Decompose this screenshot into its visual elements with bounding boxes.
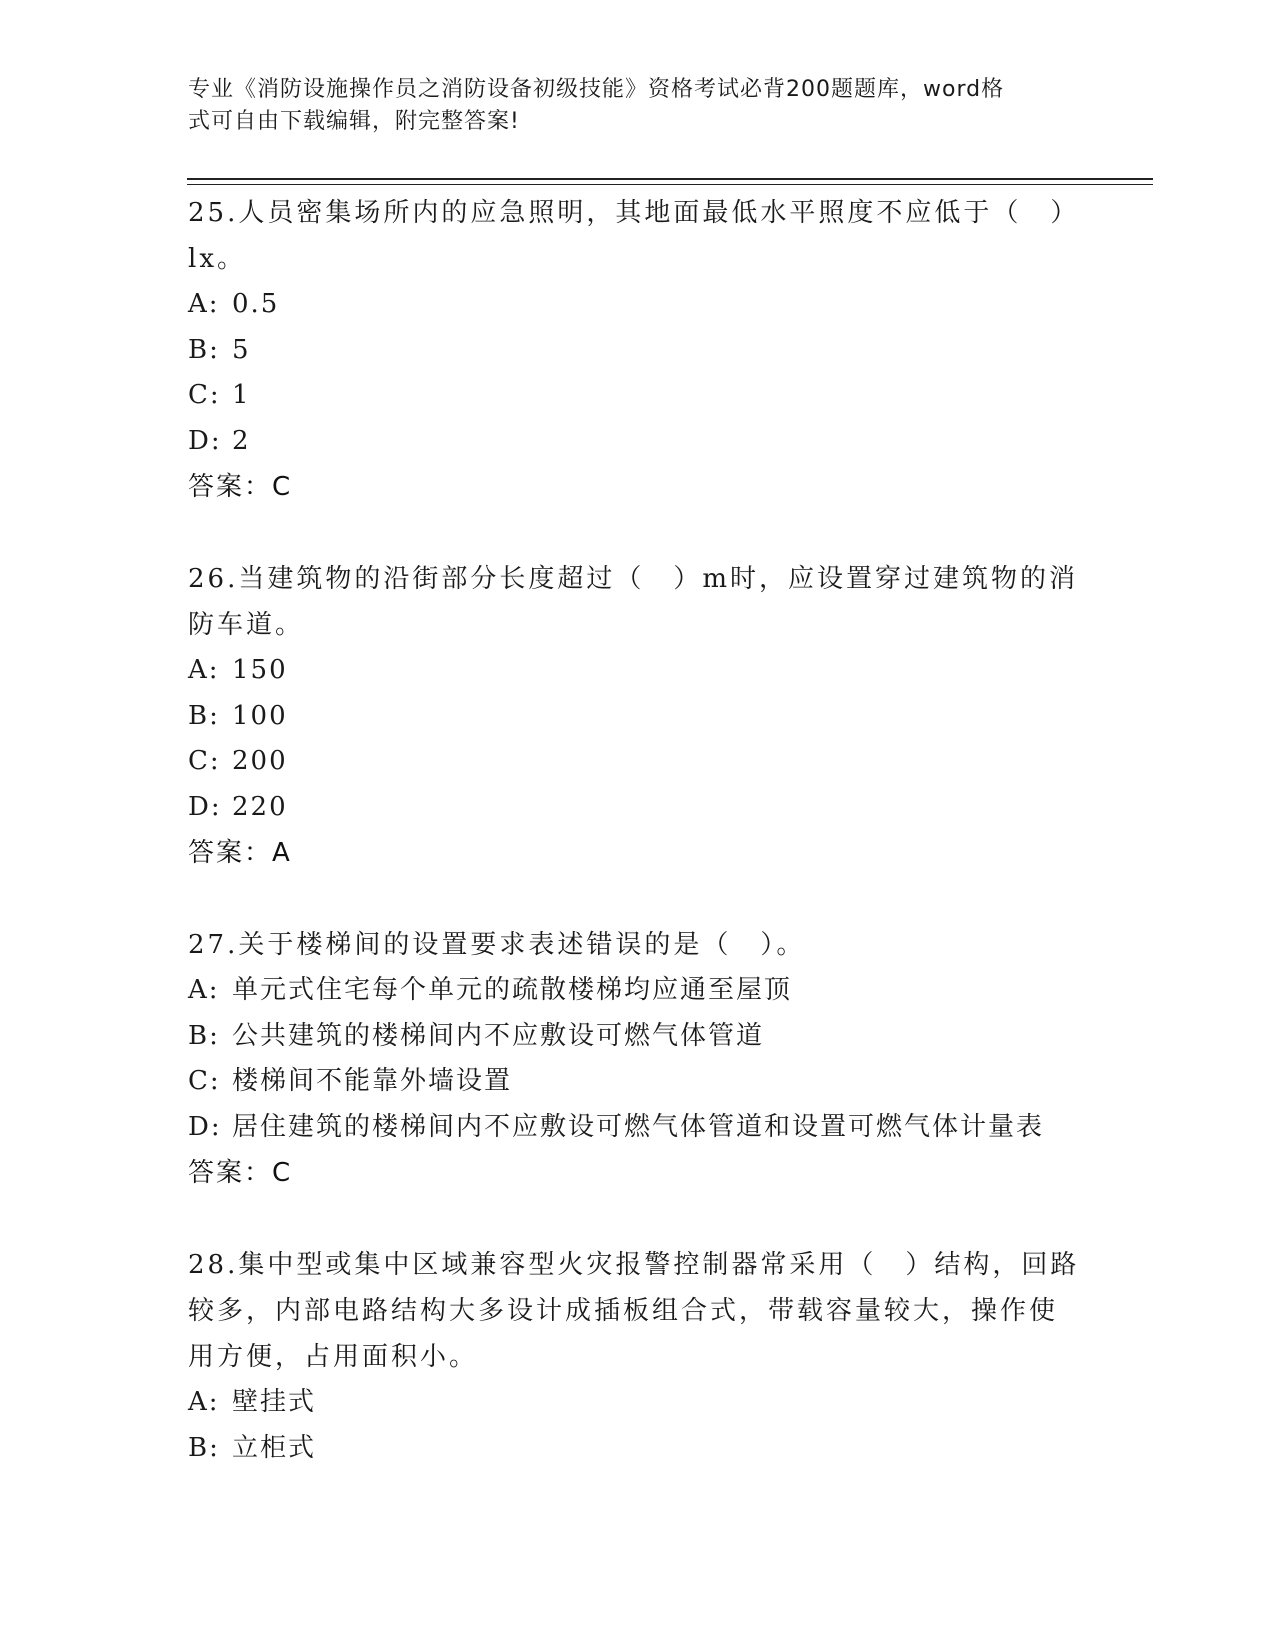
stem-line: 25.人员密集场所内的应急照明，其地面最低水平照度不应低于（ ） [188,198,1080,228]
header-line-1: 专业《消防设施操作员之消防设备初级技能》资格考试必背200题题库，word格 [188,77,1005,102]
option-a [188,648,1088,694]
option-label: A: [188,289,220,319]
stem-line: lx。 [188,244,246,274]
stem-line: 28.集中型或集中区域兼容型火灾报警控制器常采用（ ）结构，回路 [188,1250,1080,1280]
option-text: 楼梯间不能靠外墙设置 [232,1066,513,1096]
question-list [188,190,1088,1517]
option-label: C: [188,746,221,776]
option-text: 单元式住宅每个单元的疏散楼梯均应通至屋顶 [232,975,793,1005]
question-27 [188,922,1088,1196]
option-text: 5 [232,334,251,365]
question-stem [188,556,1088,648]
option-d [188,419,1088,465]
option-text: 立柜式 [232,1432,317,1463]
option-label: A: [188,975,220,1005]
option-label: C: [188,380,221,410]
question-stem [188,1242,1088,1380]
option-label: A: [188,655,220,685]
option-label: D: [188,1111,222,1142]
option-label: D: [188,791,222,822]
option-a [188,968,1088,1014]
option-c [188,739,1088,785]
document-header [188,74,1088,138]
option-b [188,1426,1088,1472]
option-text: 居住建筑的楼梯间内不应敷设可燃气体管道和设置可燃气体计量表 [232,1111,1045,1142]
stem-line: 防车道。 [188,610,305,640]
stem-line: 26.当建筑物的沿街部分长度超过（ ）m时，应设置穿过建筑物的消 [188,564,1079,594]
option-label: B: [188,700,220,731]
option-label: B: [188,1020,220,1051]
stem-line: 27.关于楼梯间的设置要求表述错误的是（ ）。 [188,930,806,960]
option-c [188,373,1088,419]
option-text: 0.5 [232,289,280,319]
option-label: B: [188,334,220,365]
option-d [188,785,1088,831]
header-divider-thick [187,178,1153,180]
stem-line: 较多，内部电路结构大多设计成插板组合式，带载容量较大，操作使 [188,1296,1059,1326]
answer-line: 答案：C [188,472,293,502]
option-label: C: [188,1066,221,1096]
option-text: 壁挂式 [232,1387,317,1417]
option-text: 2 [232,425,251,456]
option-text: 200 [232,746,288,776]
option-label: B: [188,1432,220,1463]
answer-line: 答案：C [188,1158,293,1188]
option-a [188,282,1088,328]
option-d [188,1105,1088,1151]
option-b [188,694,1088,740]
option-c [188,1059,1088,1105]
option-label: A: [188,1387,220,1417]
option-a [188,1380,1088,1426]
question-26 [188,556,1088,876]
question-28 [188,1242,1088,1471]
question-25 [188,190,1088,510]
option-text: 1 [232,380,251,410]
question-stem [188,190,1088,282]
option-b [188,328,1088,374]
header-divider-thin [187,184,1153,185]
option-text: 100 [232,700,288,731]
question-stem [188,922,1088,968]
stem-line: 用方便，占用面积小。 [188,1342,479,1372]
option-b [188,1014,1088,1060]
option-text: 220 [232,791,288,822]
option-text: 公共建筑的楼梯间内不应敷设可燃气体管道 [232,1020,765,1051]
option-label: D: [188,425,222,456]
answer-line: 答案：A [188,838,292,868]
option-text: 150 [232,655,288,685]
header-line-2: 式可自由下载编辑，附完整答案! [188,109,520,134]
